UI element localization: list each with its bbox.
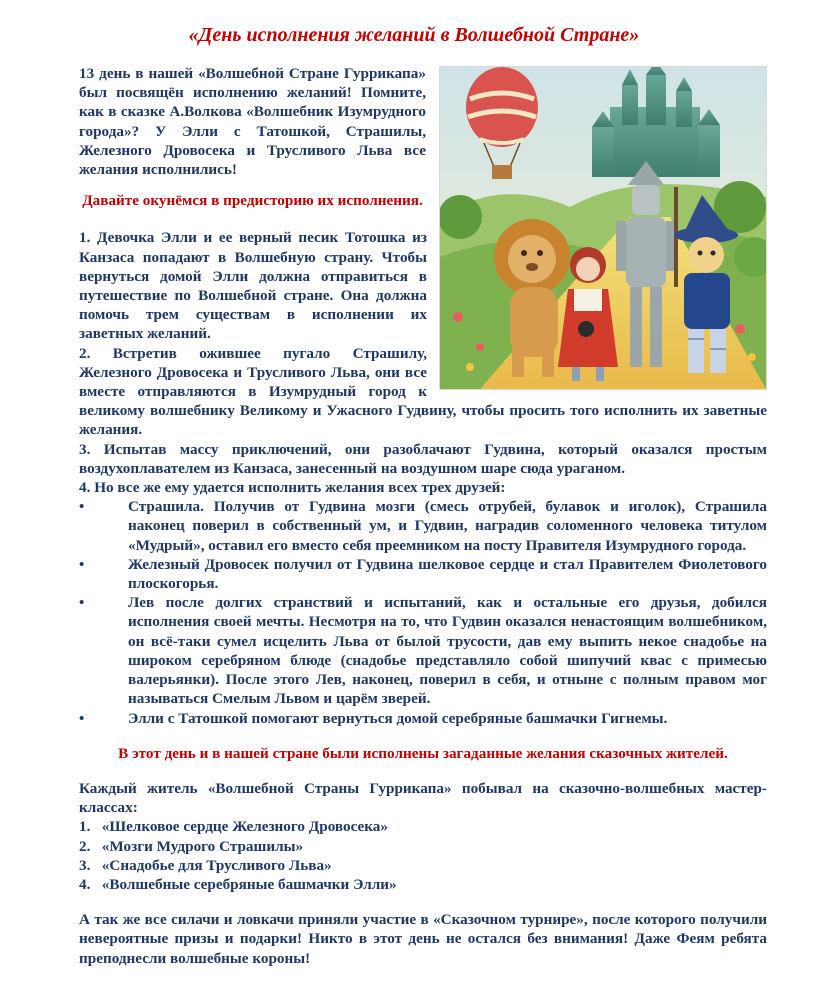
wish-bullet-scarecrow xyxy=(79,497,767,555)
bullet-text: Лев после долгих странствий и испытаний, как и остальные его друзья, добился исполнения своей мечты. Несмотря на то, что Гудвин оказался ненастоящим волшебником, он всё-таки сумел исцелить Льва от былой трусости, дав ему выпить некое снадобье на широком серебряном блюде (снадобье представляло собой шипучий квас с примесью валерьянки). После этого Лев, наконец, поверил в себя, и отныне с полным правом мог называться Смелым Львом и царём зверей. xyxy=(128,594,767,708)
masterclass-label: «Волшебные серебряные башмачки Элли» xyxy=(101,875,397,893)
list-item: 1. «Шелковое сердце Железного Дровосека» xyxy=(79,818,388,836)
story-point-1: 1. Девочка Элли и ее верный песик Тотошка из Канзаса попадают в Волшебную страну. Чтобы вернуться домой Элли должна отправиться в путешествие по Волшебной стране. Она должна помочь трем существам в исполнении их заветных желаний. xyxy=(79,229,427,343)
masterclass-intro: Каждый житель «Волшебной Страны Гуррикапа» побывал на сказочно-волшебных мастер-классах: xyxy=(79,779,767,817)
wish-bullet-ellie xyxy=(79,709,767,728)
bullet-mark: • xyxy=(79,709,85,727)
story-point-4: 4. Но все же ему удается исполнить желания всех трех друзей: xyxy=(79,479,506,497)
wizard-of-oz-illustration xyxy=(439,66,767,390)
list-item: 3. «Снадобье для Трусливого Льва» xyxy=(79,856,332,874)
bullet-text: Железный Дровосек получил от Гудвина шелковое сердце и стал Правителем Фиолетового плоскогорья. xyxy=(128,555,767,593)
masterclass-list xyxy=(79,817,767,894)
closing-paragraph: А так же все силачи и ловкачи приняли участие в «Сказочном турнире», после которого получили невероятные призы и подарки! Никто в этот день не остался без внимания! Даже Феям ребята преподнесли волшебные короны! xyxy=(79,911,767,967)
highlight-line: В этот день и в нашей стране были исполнены загаданные желания сказочных жителей. xyxy=(118,744,728,762)
wish-bullet-lion xyxy=(79,593,767,708)
masterclass-label: «Шелковое сердце Железного Дровосека» xyxy=(101,818,388,836)
story-point-2: 2. Встретив ожившее пугало Страшилу, Железного Дровосека и Трусливого Льва, они все вместе отправляются в Изумрудный город к великому волшебнику Великому и Ужасного Гудвину, чтобы просить того исполнить их заветные желания. xyxy=(79,344,767,439)
bullet-text: Элли с Татошкой помогают вернуться домой серебряные башмачки Гигнемы. xyxy=(128,709,668,727)
masterclass-label: «Мозги Мудрого Страшилы» xyxy=(101,837,304,855)
intro-paragraph: 13 день в нашей «Волшебной Стране Гуррикапа» был посвящён исполнению желаний! Помните, как в сказке А.Волкова «Волшебник Изумрудного города»? У Элли с Татошкой, Страшилы, Железного Дровосека и Трусливого Льва все желания исполнились! xyxy=(79,65,426,179)
prehistory-heading: Давайте окунёмся в предисторию их исполнения. xyxy=(82,192,423,210)
bullet-mark: • xyxy=(79,594,85,612)
bullet-text: Страшила. Получив от Гудвина мозги (смесь отрубей, булавок и иголок), Страшила наконец поверил в собственный ум, и Гудвин, наградив соломенного человека титулом «Мудрый», оставил его вместо себя преемником на посту Правителя Изумрудного города. xyxy=(128,498,767,554)
masterclass-label: «Снадобье для Трусливого Льва» xyxy=(101,856,332,874)
bullet-mark: • xyxy=(79,555,85,573)
list-item: 2. «Мозги Мудрого Страшилы» xyxy=(79,837,304,855)
page-title: «День исполнения желаний в Волшебной Стране» xyxy=(188,24,640,46)
story-point-3: 3. Испытав массу приключений, они разоблачают Гудвина, который оказался простым воздухоплавателем из Канзаса, занесенный на воздушном шаре сюда ураганом. xyxy=(79,440,767,477)
list-item: 4. «Волшебные серебряные башмачки Элли» xyxy=(79,875,397,893)
bullet-mark: • xyxy=(79,498,85,516)
article-body xyxy=(79,64,767,968)
wish-bullet-tin-man xyxy=(79,555,767,593)
